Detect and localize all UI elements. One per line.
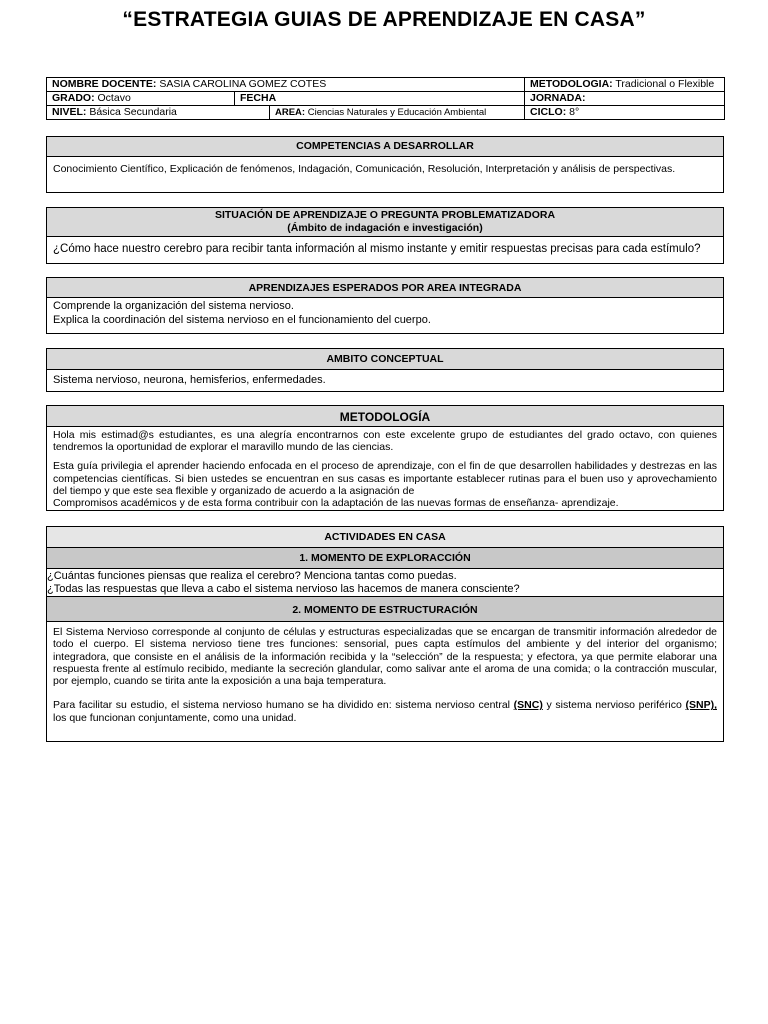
aprendizajes-header: APRENDIZAJES ESPERADOS POR AREA INTEGRADA [47, 278, 723, 298]
situacion-section [46, 207, 724, 264]
fecha-label: FECHA [240, 92, 277, 104]
page-title: “ESTRATEGIA GUIAS DE APRENDIZAJE EN CASA” [122, 8, 646, 31]
metodologia-p2a: Esta guía privilegia el aprender haciendo enfocada en el proceso de aprendizaje, con el fin de que desarrollen habilidades y destrezas en las competencias científicas. Si bien ustedes se encuentran en sus casas es importante establecer rutinas para el buen uso y aprovechamiento del tiempo y que este sea flexible y organizado de acuerdo a la asignación de [53, 460, 717, 497]
situacion-header-line1: SITUACIÓN DE APRENDIZAJE O PREGUNTA PROBLEMATIZADORA [214, 209, 556, 221]
metodologia-label: METODOLOGIA: [530, 78, 613, 90]
metodologia-p2b: Compromisos académicos y de esta forma contribuir con la adaptación de las nuevas formas de enseñanza- aprendizaje. [53, 497, 619, 510]
metodologia-value: Tradicional o Flexible [615, 78, 715, 90]
actividades-section [46, 526, 724, 742]
ciclo-label: CICLO: [530, 106, 567, 118]
estructuracion-p2-text: y sistema nervioso periférico [542, 699, 686, 712]
nivel-label: NIVEL: [52, 106, 87, 118]
competencias-section [46, 136, 724, 193]
snp-term: (SNP), [685, 699, 717, 712]
docente-value: SASIA CAROLINA GOMEZ COTES [159, 78, 327, 90]
situacion-header [47, 208, 723, 237]
situacion-text: ¿Cómo hace nuestro cerebro para recibir tanta información al mismo instante y emitir respuestas precisas para cada estímulo? [53, 243, 701, 255]
aprendizaje-item: Explica la coordinación del sistema nervioso en el funcionamiento del cuerpo. [53, 314, 431, 326]
ambito-text: Sistema nervioso, neurona, hemisferios, enfermedades. [53, 374, 326, 386]
grado-label: GRADO: [52, 92, 95, 104]
aprendizajes-list [47, 298, 723, 331]
docente-label: NOMBRE DOCENTE: [52, 78, 157, 90]
fecha-cell [235, 92, 525, 106]
competencias-text: Conocimiento Científico, Explicación de fenómenos, Indagación, Comunicación, Resolución, Interpretación y análisis de perspectivas. [53, 163, 676, 175]
exploracion-question: ¿Cuántas funciones piensas que realiza el cerebro? Menciona tantas como puedas. [47, 570, 457, 582]
metodologia-cell [525, 78, 725, 92]
info-table [46, 77, 725, 120]
ciclo-value: 8° [569, 106, 580, 118]
area-value: Ciencias Naturales y Educación Ambiental [307, 107, 487, 118]
metodologia-body [47, 427, 723, 511]
docente-cell [47, 78, 525, 92]
estructuracion-p2-text: Para facilitar su estudio, el sistema nervioso humano se ha dividido en: sistema nervioso central [53, 699, 514, 712]
aprendizaje-item: Comprende la organización del sistema nervioso. [53, 300, 294, 312]
competencias-header: COMPETENCIAS A DESARROLLAR [47, 137, 723, 157]
area-label: AREA: [275, 107, 306, 118]
metodologia-p1: Hola mis estimad@s estudiantes, es una alegría encontrarnos con este excelente grupo de estudiantes del grado octavo, con quienes tendremos la oportunidad de explorar el maravillo mundo de las ciencias. [53, 429, 717, 454]
jornada-label: JORNADA: [530, 92, 586, 104]
estructuracion-p1: El Sistema Nervioso corresponde al conjunto de células y estructuras especializadas que se encargan de transmitir información alrededor de todo el cuerpo. El sistema nervioso tiene tres funciones: sensorial, pues capta estímulos del ambiente y del interior del organismo; integradora, que consiste en el análisis de la información recibida y la “selección” de la respuesta; y efectora, ya que permite elaborar una respuesta frente al estímulo recibido, mediante la secreción glandular, como salivar ante el aroma de una comida; o la contracción muscular, por ejemplo, cuando se tirita ante la exposición a una baja temperatura. [53, 626, 717, 688]
estructuracion-p2-text: los que funcionan conjuntamente, como una unidad. [53, 711, 297, 724]
metodologia-section [46, 405, 724, 511]
jornada-cell [525, 92, 725, 106]
momento-estructuracion-body [47, 622, 723, 728]
snc-term: (SNC) [513, 699, 543, 712]
actividades-header: ACTIVIDADES EN CASA [47, 527, 723, 548]
aprendizajes-section [46, 277, 724, 334]
grado-cell [47, 92, 235, 106]
nivel-value: Básica Secundaria [89, 106, 177, 118]
grado-value: Octavo [97, 92, 131, 104]
nivel-cell [47, 106, 270, 120]
momento-exploracion-body [47, 569, 723, 596]
momento-exploracion-header: 1. MOMENTO DE EXPLORACCIÓN [47, 548, 723, 569]
momento-estructuracion-header: 2. MOMENTO DE ESTRUCTURACIÓN [47, 596, 723, 622]
ambito-header: AMBITO CONCEPTUAL [47, 349, 723, 370]
exploracion-question: ¿Todas las respuestas que lleva a cabo el sistema nervioso las hacemos de manera consciente? [47, 582, 520, 595]
metodologia-header: METODOLOGÍA [47, 406, 723, 427]
ambito-section [46, 348, 724, 392]
area-cell [270, 106, 525, 120]
situacion-header-line2: (Ámbito de indagación e investigación) [287, 222, 483, 234]
ciclo-cell [525, 106, 725, 120]
estructuracion-p2 [53, 699, 717, 724]
